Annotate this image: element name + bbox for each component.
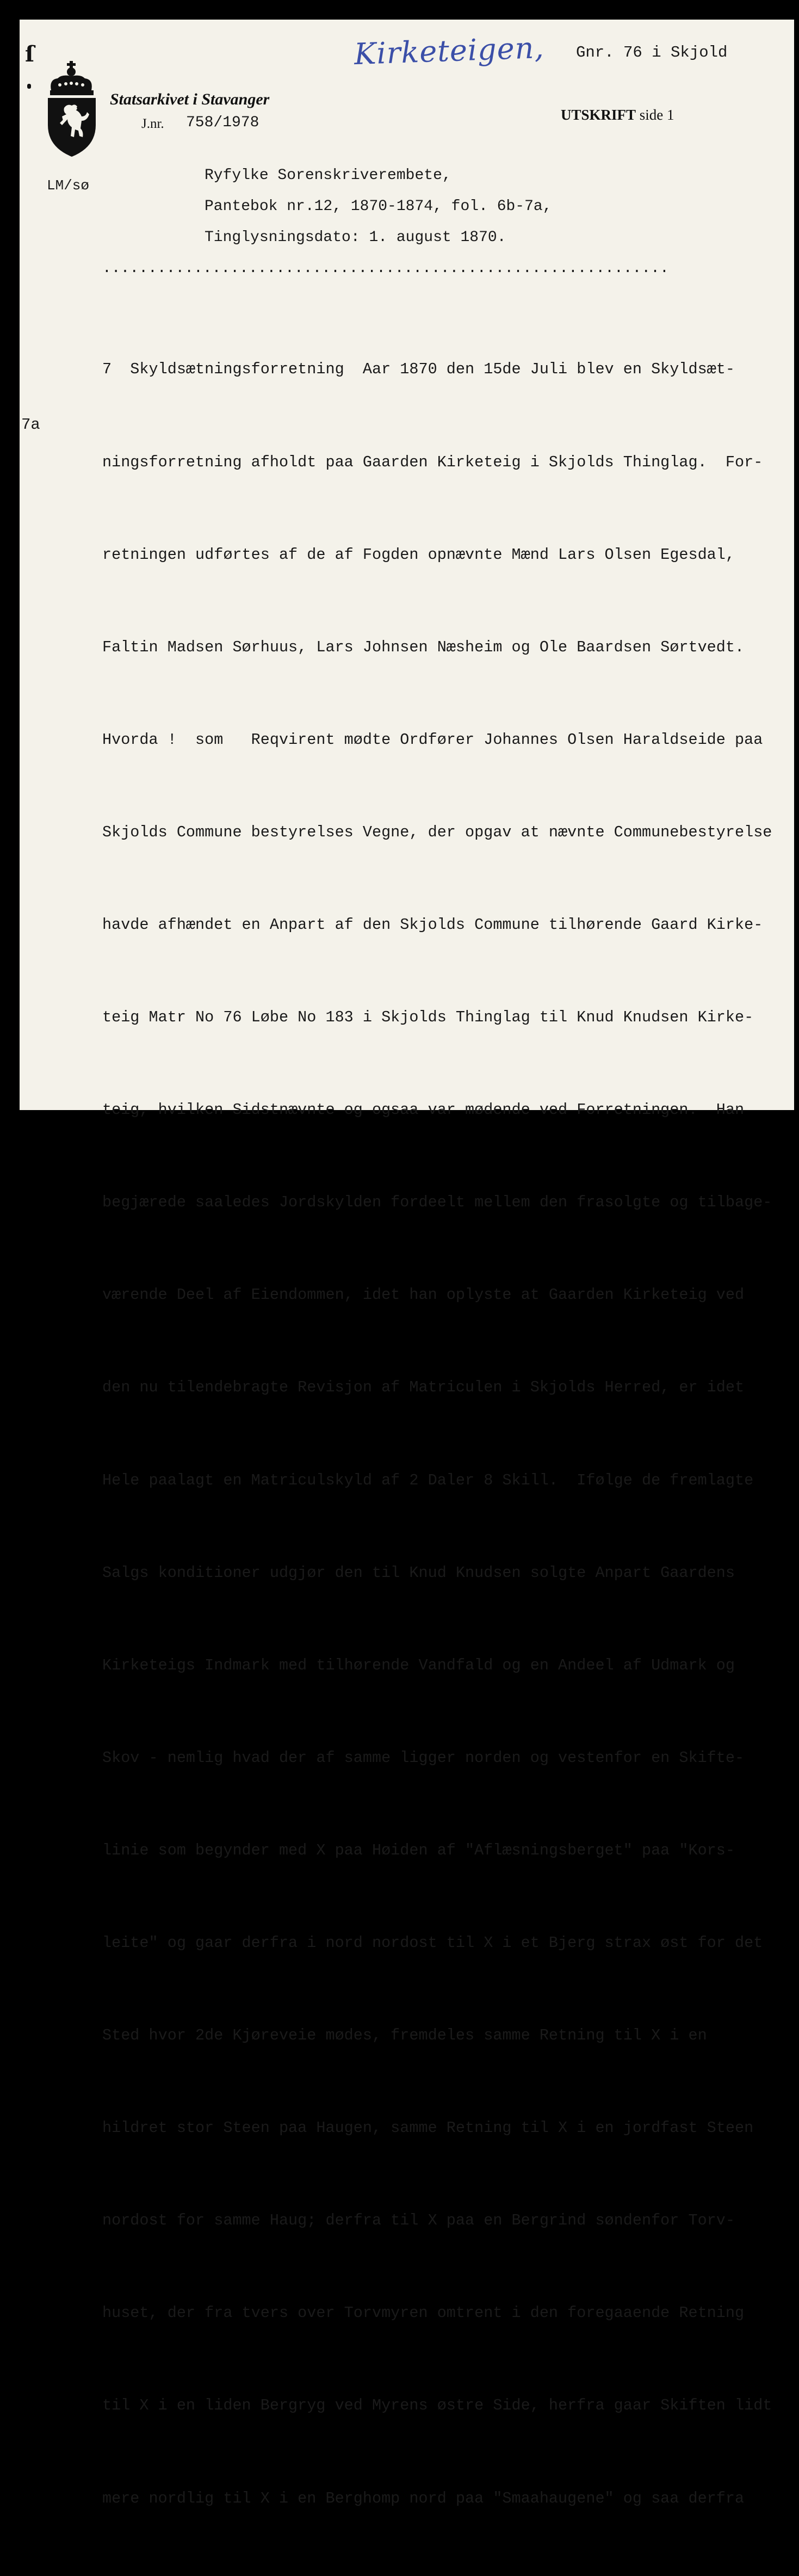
separator-line: .............................................................. xyxy=(102,260,669,277)
body-line: linie som begynder med X paa Høiden af "Aflæsningsberget" paa "Kors- xyxy=(102,1841,735,1859)
body-line: teig, hvilken Sidstnævnte og ogsaa var mødende ved Forretningen. Han xyxy=(102,1101,745,1119)
record-date: Tinglysningsdato: 1. august 1870. xyxy=(205,229,506,246)
folio-mark: 7a xyxy=(21,416,40,434)
body-line: mere nordlig til X i en Berghomp nord paa "Smaahaugene" og saa derfra xyxy=(102,2489,745,2507)
handwritten-note: Kirketeigen, xyxy=(354,30,545,72)
body-line: hildret stor Steen paa Haugen, samme Retning til X i en jordfast Steen xyxy=(102,2119,754,2137)
transcript-page-label xyxy=(561,107,674,124)
margin-mark: ſ xyxy=(25,41,35,67)
journal-number-value: 758/1978 xyxy=(186,114,259,131)
body-line: leite" og gaar derfra i nord nordost til X i et Bjerg strax øst for det xyxy=(102,1934,763,1952)
document-page xyxy=(20,20,794,2507)
body-line: nordost for samme Haug; derfra til X paa en Bergrind søndenfor Torv- xyxy=(102,2211,735,2230)
body-line: teig Matr No 76 Løbe No 183 i Skjolds Thinglag til Knud Knudsen Kirke- xyxy=(102,1008,754,1027)
body-line: Skov - nemlig hvad der af samme ligger norden og vestenfor en Skifte- xyxy=(102,1748,745,1767)
body-line: Hele paalagt en Matriculskyld af 2 Daler 8 Skill. Ifølge de fremlagte xyxy=(102,1471,754,1489)
body-line: Salgs konditioner udgjør den til Knud Knudsen solgte Anpart Gaardens xyxy=(102,1563,735,1582)
record-header xyxy=(205,160,552,253)
initials: LM/sø xyxy=(47,177,90,194)
body-line: retningen udførtes af de af Fogden opnævnte Mænd Lars Olsen Egesdal, xyxy=(102,545,735,564)
transcript-label: UTSKRIFT xyxy=(561,107,636,123)
body-line: huset, der fra tvers over Torvmyren omtrent i den foregaaende Retning xyxy=(102,2304,745,2322)
body-line: havde afhændet en Anpart af den Skjolds Commune tilhørende Gaard Kirke- xyxy=(102,915,763,934)
body-line: Hvorda ! som Reqvirent mødte Ordfører Johannes Olsen Haraldseide paa xyxy=(102,730,763,749)
transcript-side: side 1 xyxy=(639,107,674,123)
journal-number-label: J.nr. xyxy=(141,116,164,131)
body-line: værende Deel af Eiendommen, idet han oplyste at Gaarden Kirketeig ved xyxy=(102,1286,745,1304)
body-line: Skjolds Commune bestyrelses Vegne, der opgav at nævnte Communebestyrelse xyxy=(102,823,772,841)
body-line: den nu tilendebragte Revisjon af Matriculen i Skjolds Herred, er idet xyxy=(102,1378,745,1397)
gnr-reference: Gnr. 76 i Skjold xyxy=(576,44,728,61)
norwegian-coat-of-arms-icon xyxy=(44,60,100,158)
archive-name: Statsarkivet i Stavanger xyxy=(110,90,270,108)
transcript-body xyxy=(102,293,772,2576)
body-line: Sted hvor 2de Kjøreveie mødes, fremdeles samme Retning til X i en xyxy=(102,2026,707,2045)
record-reference: Pantebok nr.12, 1870-1874, fol. 6b-7a, xyxy=(205,198,552,215)
body-line: Faltin Madsen Sørhuus, Lars Johnsen Næsheim og Ole Baardsen Sørtvedt. xyxy=(102,638,745,656)
body-line: Kirketeigs Indmark med tilhørende Vandfald og en Andeel af Udmark og xyxy=(102,1656,735,1674)
margin-dot xyxy=(27,84,31,89)
body-line: begjærede saaledes Jordskylden fordeelt mellem den frasolgte og tilbage- xyxy=(102,1193,772,1212)
record-office: Ryfylke Sorenskriverembete, xyxy=(205,167,451,184)
body-line: 7 Skyldsætningsforretning Aar 1870 den 15de Juli blev en Skyldsæt- xyxy=(102,360,735,379)
body-line: til X i en liden Bergryg ved Myrens østre Side, herfra gaar Skiften lidt xyxy=(102,2396,772,2415)
body-line: ningsforretning afholdt paa Gaarden Kirketeig i Skjolds Thinglag. For- xyxy=(102,453,763,471)
